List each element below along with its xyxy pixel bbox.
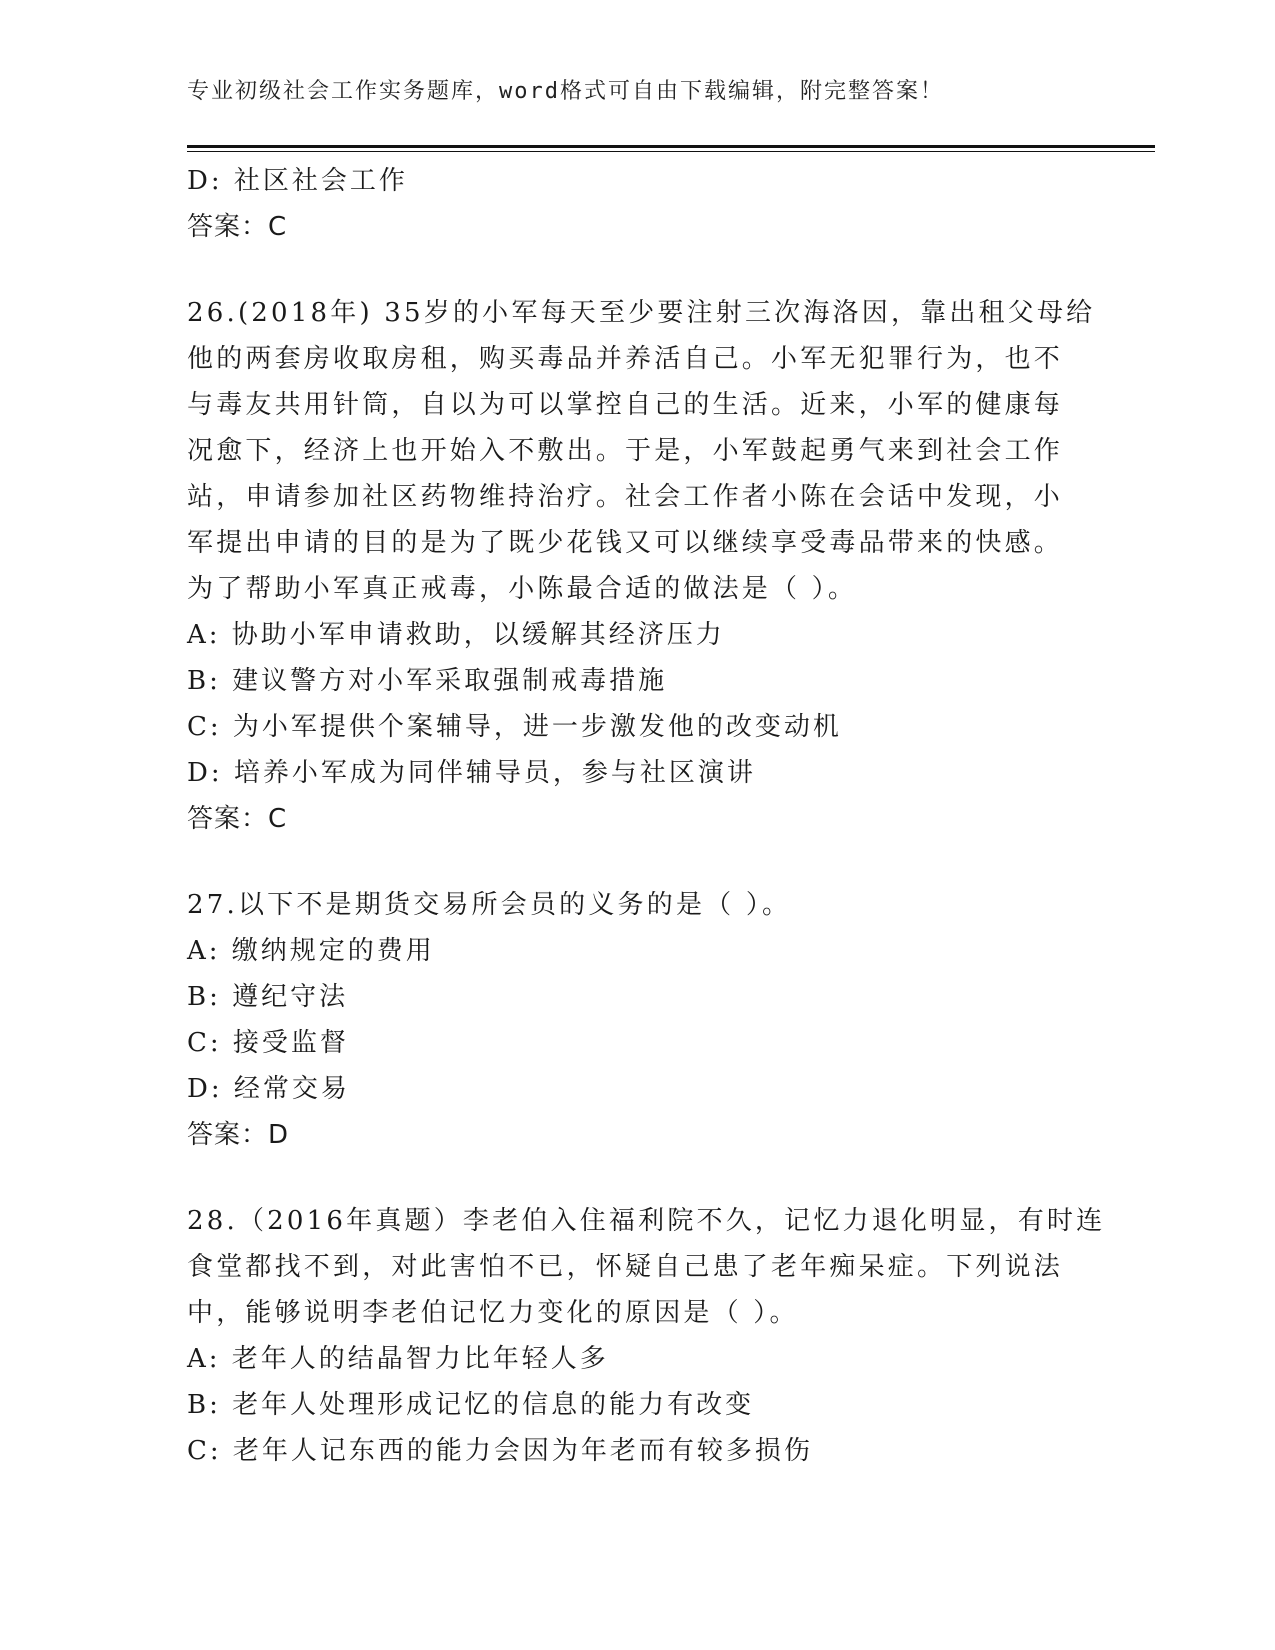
stem-line: 中，能够说明李老伯记忆力变化的原因是（ ）。: [187, 1298, 799, 1328]
option-c: C: 为小军提供个案辅导，进一步激发他的改变动机: [187, 712, 842, 742]
option-d: D: 培养小军成为同伴辅导员，参与社区演讲: [187, 758, 756, 788]
question-stem: [187, 1198, 1106, 1336]
stem-line: 他的两套房收取房租，购买毒品并养活自己。小军无犯罪行为，也不: [187, 344, 1064, 374]
option-d: D: 社区社会工作: [187, 166, 408, 196]
stem-line: 26.(2018年) 35岁的小军每天至少要注射三次海洛因，靠出租父母给: [187, 298, 1096, 328]
header-divider-thick: [187, 145, 1155, 148]
stem-line: 为了帮助小军真正戒毒，小陈最合适的做法是（ ）。: [187, 574, 858, 604]
stem-line: 军提出申请的目的是为了既少花钱又可以继续享受毒品带来的快感。: [187, 528, 1064, 558]
option-c: C: 接受监督: [187, 1028, 349, 1058]
stem-line: 况愈下，经济上也开始入不敷出。于是，小军鼓起勇气来到社会工作: [187, 436, 1064, 466]
header-divider-thin: [187, 151, 1155, 152]
option-a: A: 老年人的结晶智力比年轻人多: [187, 1344, 609, 1374]
answer-line: 答案：D: [187, 1120, 290, 1150]
answer-line: 答案：C: [187, 804, 288, 834]
question-block: [187, 158, 1087, 250]
option-b: B: 老年人处理形成记忆的信息的能力有改变: [187, 1390, 755, 1420]
question-block: [187, 882, 1087, 1158]
option-a: A: 协助小军申请救助，以缓解其经济压力: [187, 620, 725, 650]
stem-line: 27.以下不是期货交易所会员的义务的是（ ）。: [187, 890, 792, 920]
option-c: C: 老年人记东西的能力会因为年老而有较多损伤: [187, 1436, 813, 1466]
option-b: B: 遵纪守法: [187, 982, 349, 1012]
answer-line: 答案：C: [187, 212, 288, 242]
option-d: D: 经常交易: [187, 1074, 350, 1104]
question-block: [187, 290, 1096, 842]
page-header: 专业初级社会工作实务题库，word格式可自由下载编辑，附完整答案！: [187, 79, 944, 104]
option-a: A: 缴纳规定的费用: [187, 936, 435, 966]
question-stem: [187, 290, 1096, 612]
stem-line: 站，申请参加社区药物维持治疗。社会工作者小陈在会话中发现，小: [187, 482, 1064, 512]
option-b: B: 建议警方对小军采取强制戒毒措施: [187, 666, 668, 696]
stem-line: 28.（2016年真题）李老伯入住福利院不久，记忆力退化明显，有时连: [187, 1206, 1106, 1236]
question-block: [187, 1198, 1106, 1474]
stem-line: 与毒友共用针筒，自以为可以掌控自己的生活。近来，小军的健康每: [187, 390, 1064, 420]
question-stem: [187, 882, 1087, 928]
question-content: [187, 158, 1106, 1474]
stem-line: 食堂都找不到，对此害怕不已，怀疑自己患了老年痴呆症。下列说法: [187, 1252, 1064, 1282]
